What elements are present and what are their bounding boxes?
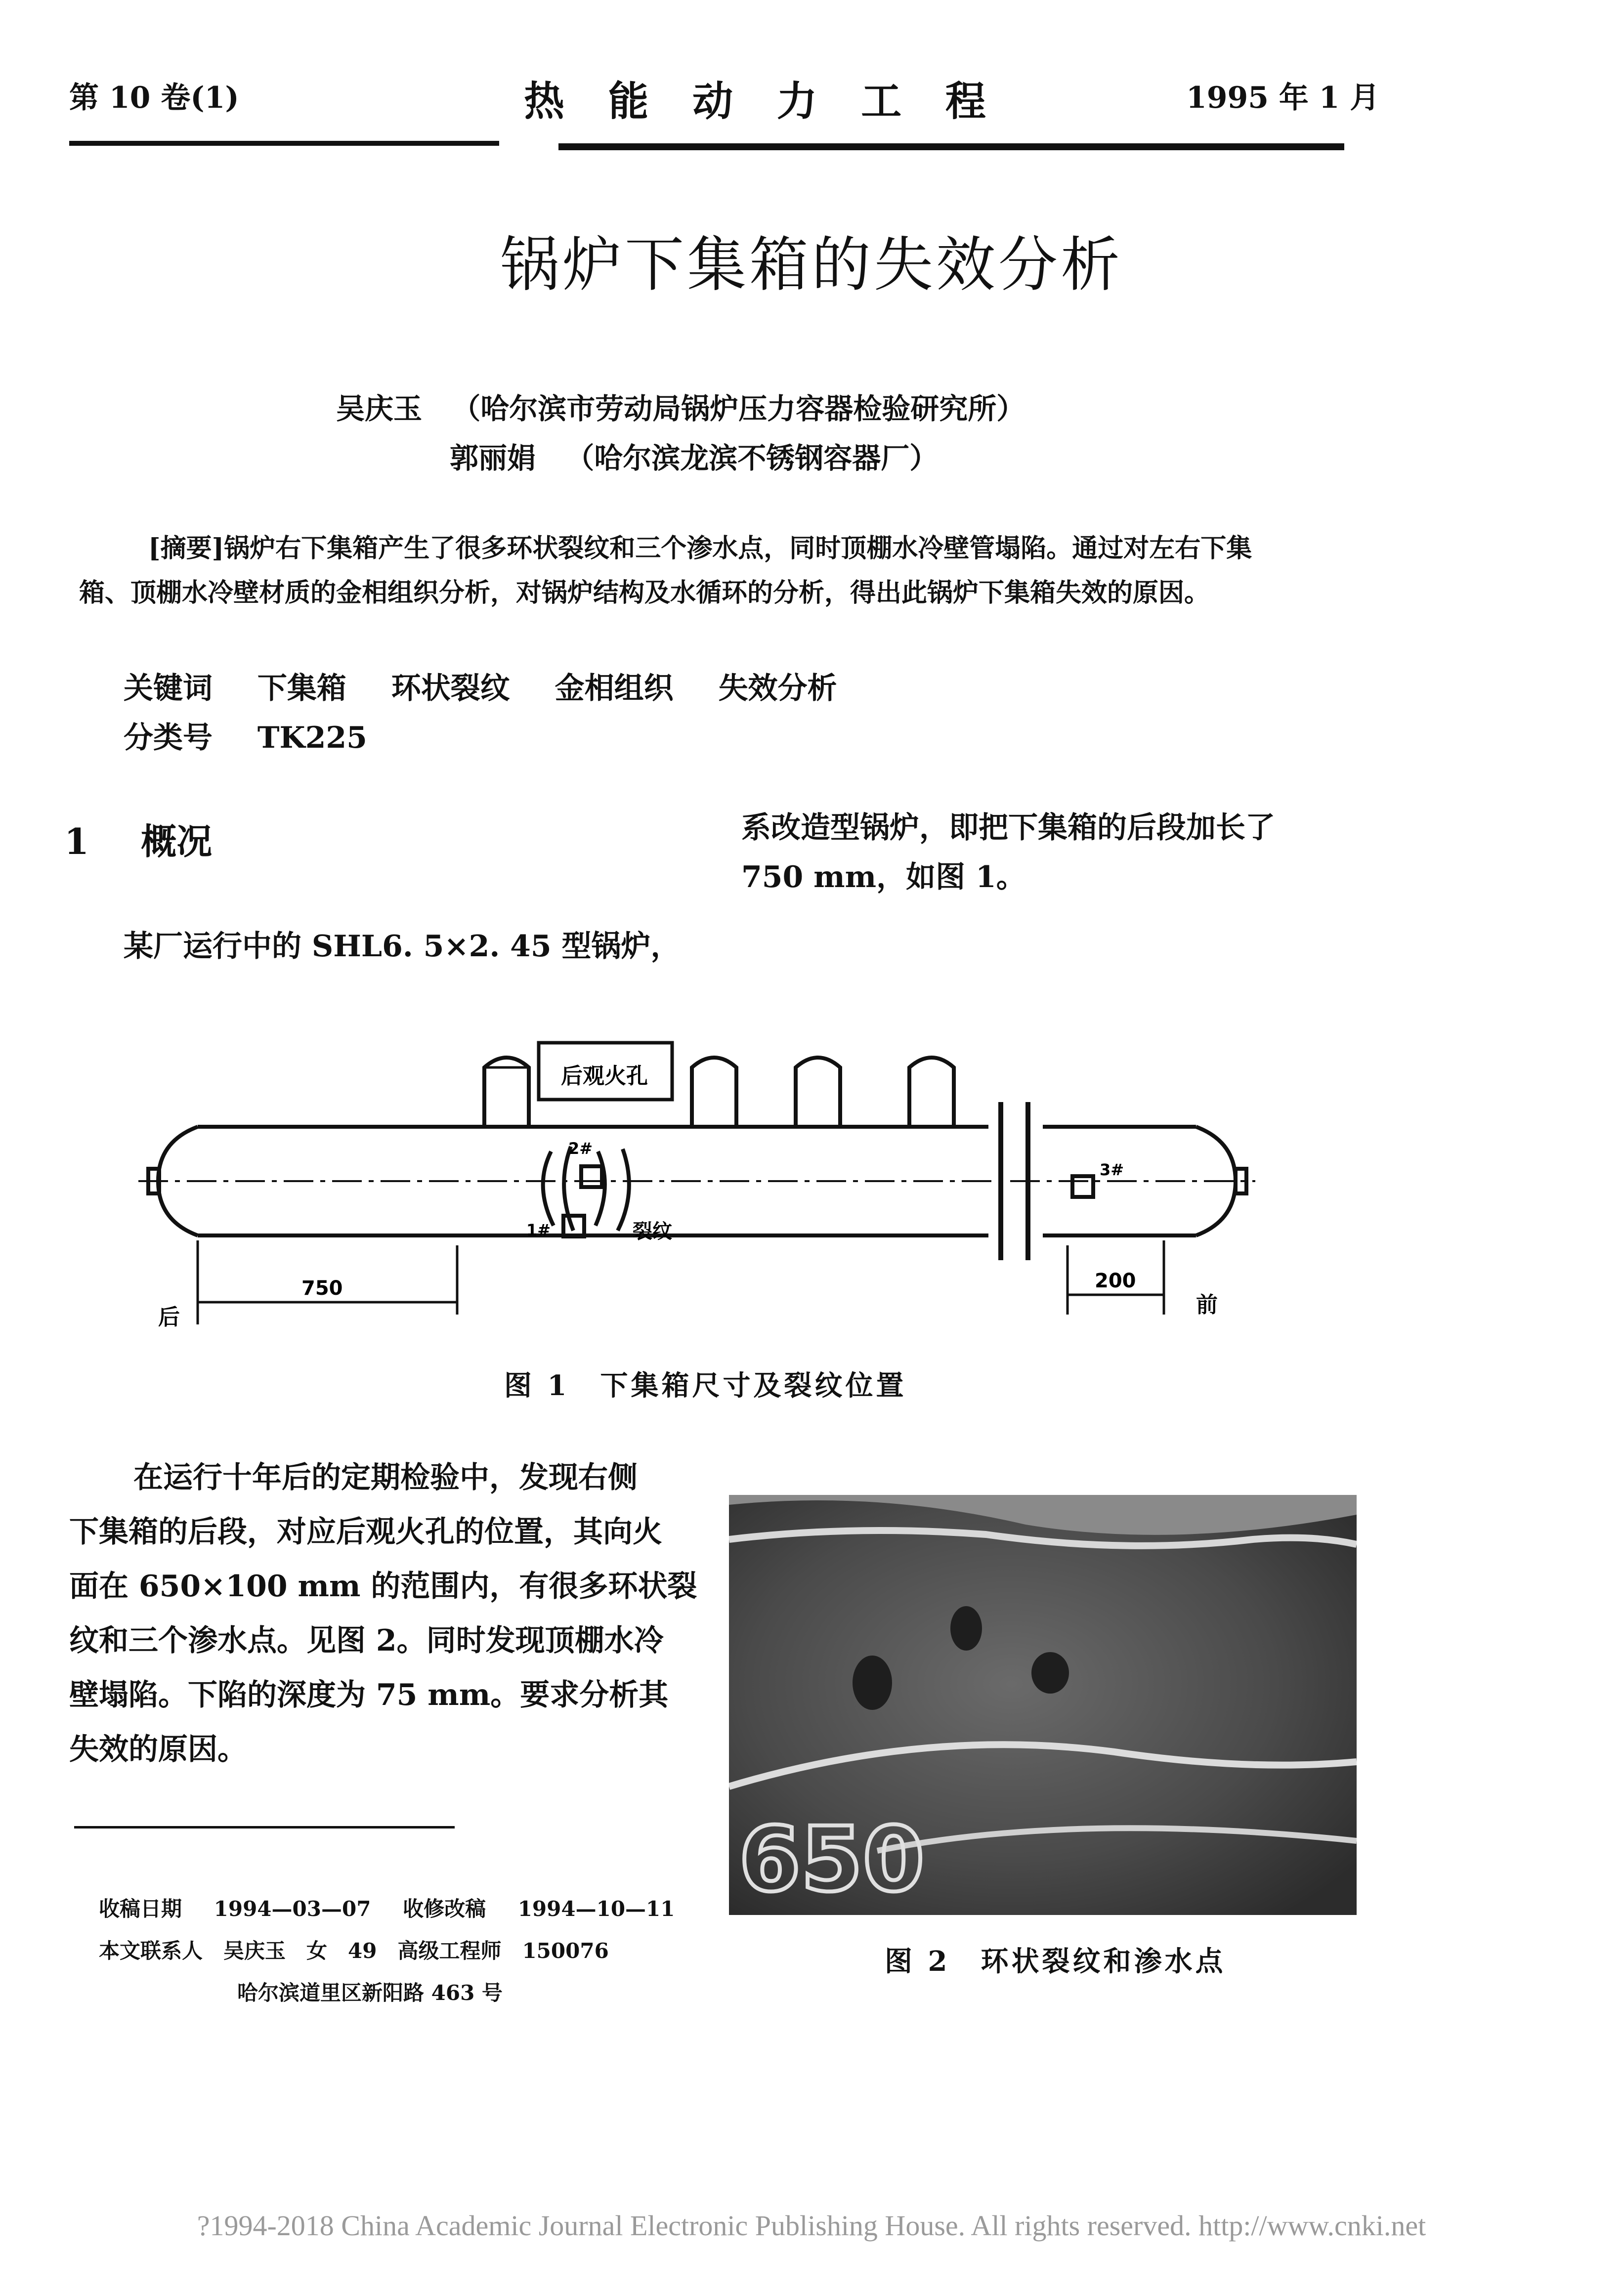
figure-2-photo [729,1495,1357,1915]
header-rule-left [69,141,499,146]
paragraph-left [69,1450,712,1777]
mark-3-label: 3# [1100,1160,1124,1179]
keyword-item: 下集箱 [257,671,346,706]
footnote-address: 哈尔滨道里区新阳路 463 号 [237,1981,503,2005]
received-label: 收稿日期 [99,1897,182,1921]
pipe-stub-3 [692,1058,736,1127]
dimension-750: 750 [301,1277,343,1300]
crack-mark [543,1151,554,1226]
paragraph-line: 面在 650×100 mm 的范围内，有很多环状裂 [69,1569,697,1604]
figure-1-diagram [138,1028,1255,1344]
mark-1-label: 1# [526,1221,551,1239]
paragraph-line: 下集箱的后段，对应后观火孔的位置，其向火 [69,1515,662,1549]
chalk-marking: 650 [739,1808,925,1912]
author-1 [336,385,1025,427]
paragraph-right-line-1: 系改造型锅炉，即把下集箱的后段加长了 [741,810,1275,845]
paragraph-line: 失效的原因。 [69,1732,247,1767]
mark-2-label: 2# [568,1139,593,1158]
author-2-name: 郭丽娟 [450,441,536,475]
defect-1-square [563,1216,584,1236]
abstract-line-1: [摘要]锅炉右下集箱产生了很多环状裂纹和三个渗水点，同时顶棚水冷壁管塌陷。通过对左右下集 [148,533,1252,563]
header-rule-right [558,143,1344,150]
keyword-item: 环状裂纹 [391,671,510,706]
volume-number: 第 10 卷(1) [69,81,239,115]
crack-mark [618,1149,629,1231]
end-back-label: 后 [158,1305,180,1330]
paragraph-line: 壁塌陷。下陷的深度为 75 mm。要求分析其 [69,1678,669,1712]
author-1-affiliation: （哈尔滨市劳动局锅炉压力容器检验研究所） [452,392,1025,425]
footnote-contact: 本文联系人 吴庆玉 女 49 高级工程师 150076 [99,1939,609,1963]
label-box-text: 后观火孔 [561,1063,648,1089]
footnote-dates [99,1893,675,1922]
section-number: 1 [64,820,89,862]
keywords-label: 关键词 [124,671,213,706]
section-title: 概况 [141,820,213,862]
classification-value: TK225 [257,721,367,755]
copyright-notice: ?1994-2018 China Academic Journal Electronic Publishing House. All rights reserved. http://www.cnki.net [197,2210,1426,2242]
keyword-item: 金相组织 [555,671,674,706]
received-date: 1994—03—07 [214,1897,371,1921]
author-2-affiliation: （哈尔滨龙滨不锈钢容器厂） [565,441,939,475]
dimension-200: 200 [1095,1270,1136,1292]
classification [124,714,367,757]
issue-date: 1995 年 1 月 [1186,81,1380,115]
page-title: 锅炉下集箱的失效分析 [500,231,1123,299]
paragraph-line: 纹和三个渗水点。见图 2。同时发现顶棚水冷 [69,1623,664,1658]
journal-name: 热 能 动 力 工 程 [524,78,1001,125]
end-front-label: 前 [1196,1292,1218,1318]
abstract-line-2: 箱、顶棚水冷壁材质的金相组织分析，对锅炉结构及水循环的分析，得出此锅炉下集箱失效的原因。 [79,578,1210,608]
paragraph-right-line-2: 750 mm，如图 1。 [741,860,1026,894]
section-heading [64,813,212,864]
footnote-rule [74,1826,455,1828]
pipe-stub-5 [909,1058,954,1127]
figure-1-caption: 图 1 下集箱尺寸及裂纹位置 [504,1369,907,1402]
author-1-name: 吴庆玉 [336,392,423,425]
defect-2-square [581,1166,602,1187]
paragraph-line: 在运行十年后的定期检验中，发现右侧 [133,1460,638,1495]
pipe-stub-4 [796,1058,840,1127]
keywords [124,665,837,707]
figure-2-caption: 图 2 环状裂纹和渗水点 [885,1945,1226,1978]
keyword-item: 失效分析 [718,671,837,706]
revised-label: 收修改稿 [403,1897,486,1921]
paragraph-intro: 某厂运行中的 SHL6. 5×2. 45 型锅炉， [124,929,681,964]
revised-date: 1994—10—11 [517,1897,675,1921]
classification-label: 分类号 [124,721,213,755]
defect-3-square [1072,1176,1093,1197]
author-2 [450,435,938,476]
crack-label: 裂纹 [633,1220,672,1243]
